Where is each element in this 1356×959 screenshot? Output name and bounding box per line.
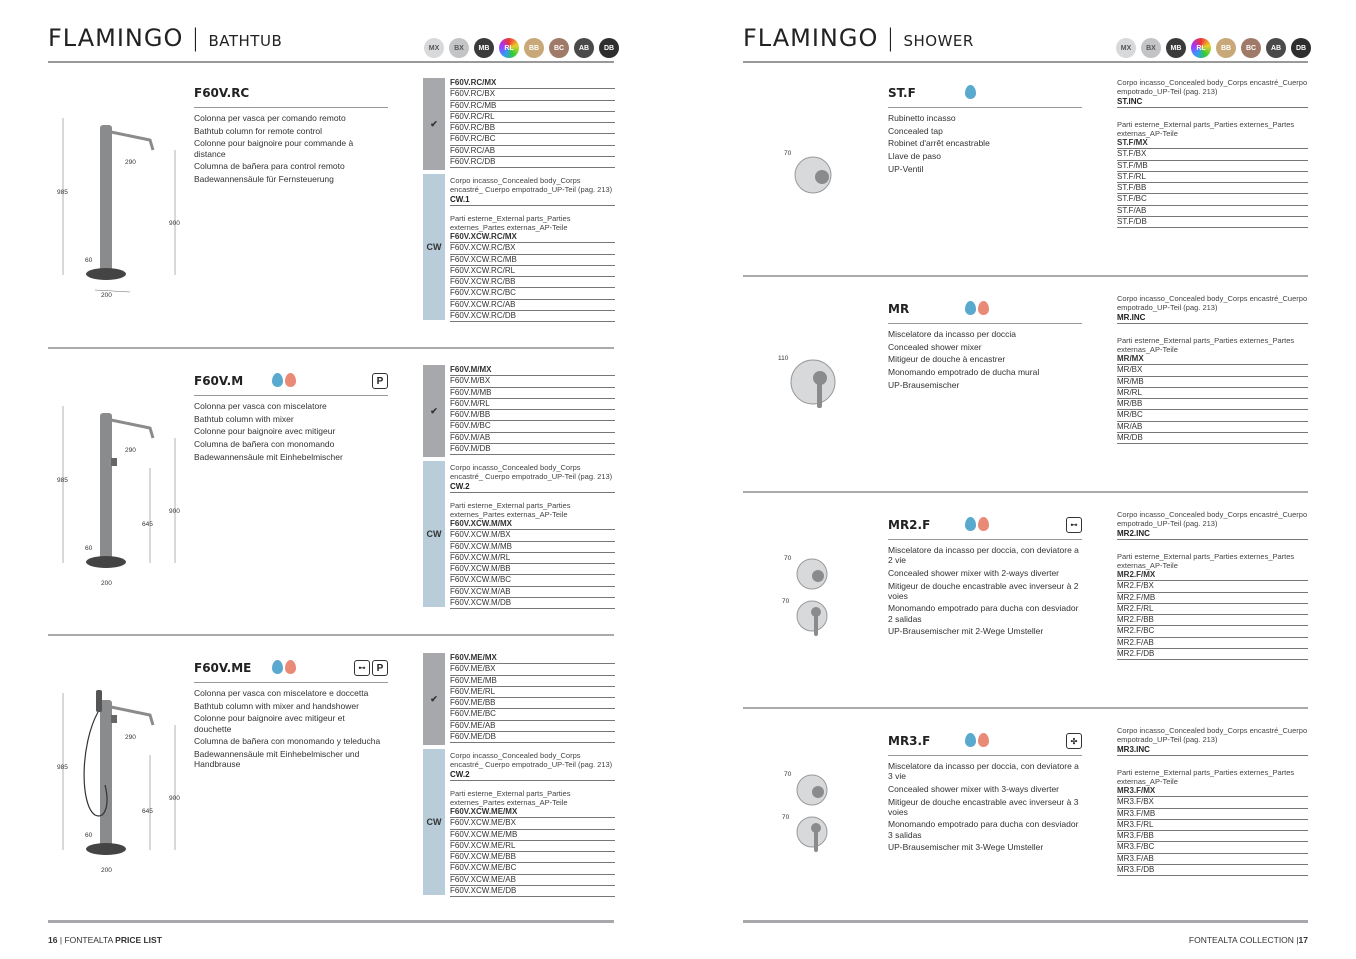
concealed-code: CW.2 (450, 481, 615, 493)
diverter-3way-icon: ✣ (1066, 733, 1082, 749)
desc-es: Llave de paso (888, 151, 941, 162)
concealed-note: Corpo incasso_Concealed body_Corps encastré_Cuerpo empotrado_UP-Teil (pag. 213) (1117, 510, 1308, 528)
code-table (1117, 724, 1308, 876)
desc-it: Rubinetto incasso (888, 113, 956, 123)
product-name: F60V.ME (194, 661, 252, 675)
name-rule (194, 682, 388, 683)
code-row: MR/AB (1117, 422, 1308, 433)
code-row: ST.F/BX (1117, 149, 1308, 160)
cw-tag: CW (423, 749, 445, 895)
code-row: F60V.XCW.M/MX (450, 519, 615, 530)
desc-en: Concealed shower mixer with 2-ways diverter (888, 567, 1060, 578)
cold-drop-icon (272, 660, 283, 674)
dim-60: 60 (85, 832, 93, 839)
code-table (423, 365, 615, 607)
name-rule (194, 107, 388, 108)
desc-it: Colonna per vasca per comando remoto (194, 113, 346, 123)
code-row: ST.F/DB (1117, 217, 1308, 228)
product-description (888, 329, 1082, 392)
desc-es: Columna de bañera con monomando (194, 439, 335, 450)
check-icon: ✔ (423, 653, 445, 745)
concealed-code: MR.INC (1117, 312, 1308, 324)
cold-drop-icon (272, 373, 283, 387)
dim-60: 60 (85, 545, 93, 552)
desc-en: Concealed shower mixer with 3-ways diverter (888, 783, 1060, 794)
code-row: ST.F/BC (1117, 194, 1308, 205)
section-divider (743, 707, 1308, 709)
code-row: F60V.XCW.ME/BC (450, 863, 615, 874)
cw-tag: CW (423, 461, 445, 607)
code-group-standard (423, 78, 615, 170)
finish-ab: AB (574, 38, 594, 58)
dim-900: 900 (169, 795, 180, 802)
footer-rule (743, 920, 1308, 923)
finish-swatches (1116, 38, 1311, 58)
code-row: F60V.XCW.M/BB (450, 564, 615, 575)
dim-200: 200 (101, 580, 112, 587)
column-drawing-rc (55, 110, 185, 305)
code-row: F60V.XCW.M/DB (450, 598, 615, 609)
desc-it: Miscelatore da incasso per doccia, con deviatore a 2 vie (888, 545, 1079, 566)
cold-drop-icon (965, 85, 976, 99)
code-row: F60V.XCW.ME/RL (450, 841, 615, 852)
desc-de: UP-Ventil (888, 163, 924, 174)
code-row: F60V.ME/MX (450, 653, 615, 664)
dim-290: 290 (125, 734, 136, 741)
product-name: MR (888, 302, 910, 316)
code-row: F60V.XCW.RC/BC (450, 288, 615, 299)
code-row: F60V.ME/RL (450, 687, 615, 698)
code-row: ST.F/AB (1117, 206, 1308, 217)
page-header-left: FLAMINGO | BATHTUB (48, 24, 283, 52)
code-row: F60V.RC/DB (450, 157, 615, 168)
header-rule (48, 61, 614, 63)
code-row: F60V.ME/BX (450, 664, 615, 675)
code-row: MR2.F/MB (1117, 593, 1308, 604)
page-footer-left (48, 935, 162, 945)
code-row: MR2.F/DB (1117, 649, 1308, 660)
header-rule (743, 61, 1308, 63)
code-row: F60V.XCW.RC/RL (450, 266, 615, 277)
desc-fr: Mitigeur de douche encastrable avec inverseur à 3 voies (888, 796, 1079, 817)
code-row: F60V.XCW.M/AB (450, 587, 615, 598)
concealed-code: MR2.INC (1117, 528, 1308, 540)
finish-db: DB (599, 38, 619, 58)
concealed-note: Corpo incasso_Concealed body_Corps encastré_ Cuerpo empotrado_UP-Teil (pag. 213) (450, 463, 613, 481)
product-description (194, 688, 384, 772)
dim-70: 70 (784, 555, 792, 562)
desc-it: Miscelatore da incasso per doccia, con deviatore a 3 vie (888, 761, 1079, 782)
code-row: F60V.XCW.ME/BB (450, 852, 615, 863)
desc-es: Monomando empotrado para ducha con desviador 2 salidas (888, 603, 1079, 624)
page-number: 16 (48, 935, 58, 945)
desc-fr: Colonne pour baignoire pour commande à distance (194, 138, 354, 159)
external-note: Parti esterne_External parts_Parties externes_Partes externas_AP-Teile (450, 789, 571, 807)
dim-290: 290 (125, 447, 136, 454)
desc-es: Columna de bañera con monomando y teleducha (194, 736, 381, 747)
code-table (1117, 508, 1308, 660)
desc-de: Badewannensäule mit Einhebelmischer (194, 451, 343, 462)
product-description (888, 761, 1084, 855)
code-row: F60V.XCW.RC/MB (450, 255, 615, 266)
dim-985: 985 (57, 477, 68, 484)
code-row: F60V.ME/BC (450, 709, 615, 720)
code-row: F60V.M/AB (450, 433, 615, 444)
external-note: Parti esterne_External parts_Parties externes_Partes externas_AP-Teile (450, 214, 571, 232)
tap-drawing (778, 145, 848, 205)
hot-cold-drops-icon (965, 733, 989, 747)
dim-645: 645 (142, 808, 153, 815)
category-title: SHOWER (903, 32, 974, 50)
product-name: MR2.F (888, 518, 931, 532)
external-note: Parti esterne_External parts_Parties externes_Partes externas_AP-Teile (1117, 768, 1295, 786)
code-row: F60V.M/MX (450, 365, 615, 376)
code-row: MR/BB (1117, 399, 1308, 410)
dim-900: 900 (169, 220, 180, 227)
desc-it: Colonna per vasca con miscelatore e doccetta (194, 688, 369, 698)
footer-sep: | (1296, 935, 1299, 945)
desc-es: Monomando empotrado de ducha mural (888, 367, 1040, 378)
code-row: MR3.F/MX (1117, 786, 1308, 797)
concealed-code: CW.2 (450, 769, 615, 781)
footer-brand: FONTEALTA (64, 935, 113, 945)
mixer-2way-drawing (778, 550, 848, 650)
hot-drop-icon (285, 373, 296, 387)
code-row: ST.F/MB (1117, 161, 1308, 172)
finish-bc: BC (549, 38, 569, 58)
section-divider (48, 634, 614, 636)
code-group-cw (423, 461, 615, 607)
name-rule (888, 107, 1082, 108)
code-row: F60V.XCW.M/RL (450, 553, 615, 564)
product-name: ST.F (888, 86, 916, 100)
desc-fr: Mitigeur de douche encastrable avec inverseur à 2 voies (888, 580, 1079, 601)
mixer-drawing (773, 350, 853, 415)
hot-cold-drops-icon (272, 373, 296, 387)
dim-200: 200 (101, 292, 112, 299)
code-group-cw (423, 749, 615, 895)
name-rule (888, 323, 1082, 324)
code-row: F60V.XCW.ME/DB (450, 886, 615, 897)
dim-645: 645 (142, 521, 153, 528)
desc-fr: Colonne pour baignoire avec mitigeur (194, 426, 336, 437)
dim-200: 200 (101, 867, 112, 874)
dim-900: 900 (169, 508, 180, 515)
code-row: F60V.XCW.M/BX (450, 530, 615, 541)
code-row: F60V.RC/RL (450, 112, 615, 123)
code-row: MR3.F/BB (1117, 831, 1308, 842)
mixer-3way-drawing (778, 766, 848, 866)
finish-bx: BX (449, 38, 469, 58)
dim-110: 110 (778, 355, 789, 362)
code-row: F60V.XCW.M/MB (450, 542, 615, 553)
finish-db: DB (1291, 38, 1311, 58)
concealed-note: Corpo incasso_Concealed body_Corps encastré_Cuerpo empotrado_UP-Teil (pag. 213) (1117, 78, 1308, 96)
code-row: F60V.XCW.RC/BB (450, 277, 615, 288)
column-drawing-m (55, 398, 185, 593)
code-row: F60V.ME/MB (450, 676, 615, 687)
desc-en: Bathtub column with mixer (194, 413, 294, 424)
desc-fr: Robinet d'arrêt encastrable (888, 138, 990, 149)
code-row: MR3.F/BC (1117, 842, 1308, 853)
hot-cold-drops-icon (965, 517, 989, 531)
footer-brand: FONTEALTA (1188, 935, 1238, 945)
code-row: F60V.XCW.ME/AB (450, 875, 615, 886)
code-row: MR3.F/DB (1117, 865, 1308, 876)
code-row: MR/BX (1117, 365, 1308, 376)
code-row: MR/MB (1117, 377, 1308, 388)
desc-de: UP-Brausemischer (888, 379, 960, 390)
product-name: MR3.F (888, 734, 931, 748)
desc-en: Concealed tap (888, 125, 943, 136)
desc-fr: Mitigeur de douche à encastrer (888, 354, 1006, 365)
finish-bb: BB (524, 38, 544, 58)
code-row: MR2.F/RL (1117, 604, 1308, 615)
code-row: F60V.RC/AB (450, 146, 615, 157)
name-rule (194, 395, 388, 396)
right-page (678, 0, 1356, 959)
footer-rule (48, 920, 614, 923)
external-note: Parti esterne_External parts_Parties externes_Partes externas_AP-Teile (1117, 336, 1295, 354)
footer-title: COLLECTION (1239, 935, 1294, 945)
external-note: Parti esterne_External parts_Parties externes_Partes externas_AP-Teile (1117, 120, 1295, 138)
code-row: F60V.M/BX (450, 376, 615, 387)
dim-60: 60 (85, 257, 93, 264)
dim-985: 985 (57, 764, 68, 771)
code-row: F60V.XCW.ME/MX (450, 807, 615, 818)
brand-title: FLAMINGO (48, 24, 184, 52)
page-header-right: FLAMINGO | SHOWER (743, 24, 974, 52)
product-name: F60V.M (194, 374, 244, 388)
code-row: MR3.F/BX (1117, 797, 1308, 808)
brand-title: FLAMINGO (743, 24, 879, 52)
code-table (423, 653, 615, 895)
finish-swatches (424, 38, 619, 58)
desc-es: Columna de bañera para control remoto (194, 161, 345, 172)
code-row: F60V.XCW.RC/MX (450, 232, 615, 243)
dim-70: 70 (782, 814, 790, 821)
code-row: MR/DB (1117, 433, 1308, 444)
dim-70: 70 (784, 771, 792, 778)
desc-de: Badewannensäule für Fernsteuerung (194, 173, 334, 184)
finish-bc: BC (1241, 38, 1261, 58)
code-row: F60V.M/DB (450, 444, 615, 455)
concealed-note: Corpo incasso_Concealed body_Corps encastré_Cuerpo empotrado_UP-Teil (pag. 213) (1117, 294, 1308, 312)
code-row: F60V.M/MB (450, 388, 615, 399)
code-row: ST.F/MX (1117, 138, 1308, 149)
product-description (194, 113, 384, 187)
hot-drop-icon (285, 660, 296, 674)
code-row: F60V.XCW.ME/BX (450, 818, 615, 829)
diverter-icon: ⊷ (354, 660, 370, 676)
code-table (1117, 292, 1308, 444)
code-row: F60V.XCW.RC/DB (450, 311, 615, 322)
p-symbol-icon: P (372, 660, 388, 676)
finish-mx: MX (424, 38, 444, 58)
dim-70: 70 (782, 598, 790, 605)
column-drawing-me (55, 685, 185, 880)
finish-bx: BX (1141, 38, 1161, 58)
name-rule (888, 755, 1082, 756)
code-row: F60V.XCW.RC/BX (450, 243, 615, 254)
desc-en: Bathtub column with mixer and handshower (194, 700, 359, 711)
finish-bb: BB (1216, 38, 1236, 58)
finish-rl: RL (499, 38, 519, 58)
hot-cold-drops-icon (272, 660, 296, 674)
code-row: F60V.XCW.RC/AB (450, 300, 615, 311)
check-icon: ✔ (423, 365, 445, 457)
code-row: ST.F/BB (1117, 183, 1308, 194)
code-row: MR2.F/BX (1117, 581, 1308, 592)
product-name: F60V.RC (194, 86, 250, 100)
code-row: MR/BC (1117, 410, 1308, 421)
finish-mb: MB (1166, 38, 1186, 58)
diverter-2way-icon: ⊷ (1066, 517, 1082, 533)
code-row: F60V.XCW.M/BC (450, 575, 615, 586)
code-row: MR2.F/BB (1117, 615, 1308, 626)
desc-de: Badewannensäule mit Einhebelmischer und Handbrause (194, 748, 360, 770)
concealed-note: Corpo incasso_Concealed body_Corps encastré_Cuerpo empotrado_UP-Teil (pag. 213) (1117, 726, 1308, 744)
product-description (194, 401, 384, 464)
code-row: F60V.RC/MX (450, 78, 615, 89)
code-row: MR2.F/BC (1117, 626, 1308, 637)
cw-tag: CW (423, 174, 445, 320)
concealed-code: CW.1 (450, 194, 615, 206)
code-row: MR3.F/MB (1117, 809, 1308, 820)
finish-rl: RL (1191, 38, 1211, 58)
code-row: F60V.M/BC (450, 421, 615, 432)
dim-985: 985 (57, 189, 68, 196)
finish-ab: AB (1266, 38, 1286, 58)
category-title: BATHTUB (208, 32, 283, 50)
code-group-cw (423, 174, 615, 320)
desc-en: Concealed shower mixer (888, 341, 982, 352)
code-group-standard (423, 653, 615, 745)
code-row: F60V.ME/AB (450, 721, 615, 732)
check-icon: ✔ (423, 78, 445, 170)
dim-70: 70 (784, 150, 792, 157)
code-row: MR2.F/MX (1117, 570, 1308, 581)
concealed-note: Corpo incasso_Concealed body_Corps encastré_ Cuerpo empotrado_UP-Teil (pag. 213) (450, 751, 613, 769)
concealed-note: Corpo incasso_Concealed body_Corps encastré_ Cuerpo empotrado_UP-Teil (pag. 213) (450, 176, 613, 194)
code-row: F60V.XCW.ME/MB (450, 830, 615, 841)
finish-mx: MX (1116, 38, 1136, 58)
page-footer-right (1189, 935, 1308, 945)
product-description (888, 545, 1084, 639)
code-row: F60V.RC/BX (450, 89, 615, 100)
product-description (888, 113, 1082, 176)
desc-es: Monomando empotrado para ducha con desviador 3 salidas (888, 819, 1079, 840)
code-table (423, 78, 615, 320)
code-row: MR/RL (1117, 388, 1308, 399)
code-row: F60V.ME/DB (450, 732, 615, 743)
code-row: F60V.ME/BB (450, 698, 615, 709)
p-symbol-icon: P (372, 373, 388, 389)
code-row: MR3.F/RL (1117, 820, 1308, 831)
desc-fr: Colonne pour baignoire avec mitigeur et douchette (194, 713, 345, 734)
desc-it: Colonna per vasca con miscelatore (194, 401, 327, 411)
code-row: F60V.RC/BB (450, 123, 615, 134)
desc-de: UP-Brausemischer mit 2-Wege Umsteller (888, 626, 1044, 637)
name-rule (888, 539, 1082, 540)
hot-cold-drops-icon (965, 301, 989, 315)
concealed-code: ST.INC (1117, 96, 1308, 108)
concealed-code: MR3.INC (1117, 744, 1308, 756)
code-group-standard (423, 365, 615, 457)
code-row: F60V.M/RL (450, 399, 615, 410)
section-divider (743, 275, 1308, 277)
finish-mb: MB (474, 38, 494, 58)
external-note: Parti esterne_External parts_Parties externes_Partes externas_AP-Teile (1117, 552, 1295, 570)
code-row: MR/MX (1117, 354, 1308, 365)
section-divider (48, 347, 614, 349)
code-row: F60V.RC/BC (450, 134, 615, 145)
footer-sep: | (59, 935, 63, 945)
desc-en: Bathtub column for remote control (194, 125, 323, 136)
section-divider (743, 491, 1308, 493)
code-row: F60V.RC/MB (450, 101, 615, 112)
external-note: Parti esterne_External parts_Parties externes_Partes externas_AP-Teile (450, 501, 571, 519)
code-row: F60V.M/BB (450, 410, 615, 421)
code-row: ST.F/RL (1117, 172, 1308, 183)
dim-290: 290 (125, 159, 136, 166)
code-row: MR3.F/AB (1117, 854, 1308, 865)
footer-title: PRICE LIST (115, 935, 162, 945)
desc-it: Miscelatore da incasso per doccia (888, 329, 1017, 339)
desc-de: UP-Brausemischer mit 3-Wege Umsteller (888, 842, 1044, 853)
page-number: 17 (1298, 935, 1308, 945)
code-table (1117, 76, 1308, 228)
code-row: MR2.F/AB (1117, 638, 1308, 649)
